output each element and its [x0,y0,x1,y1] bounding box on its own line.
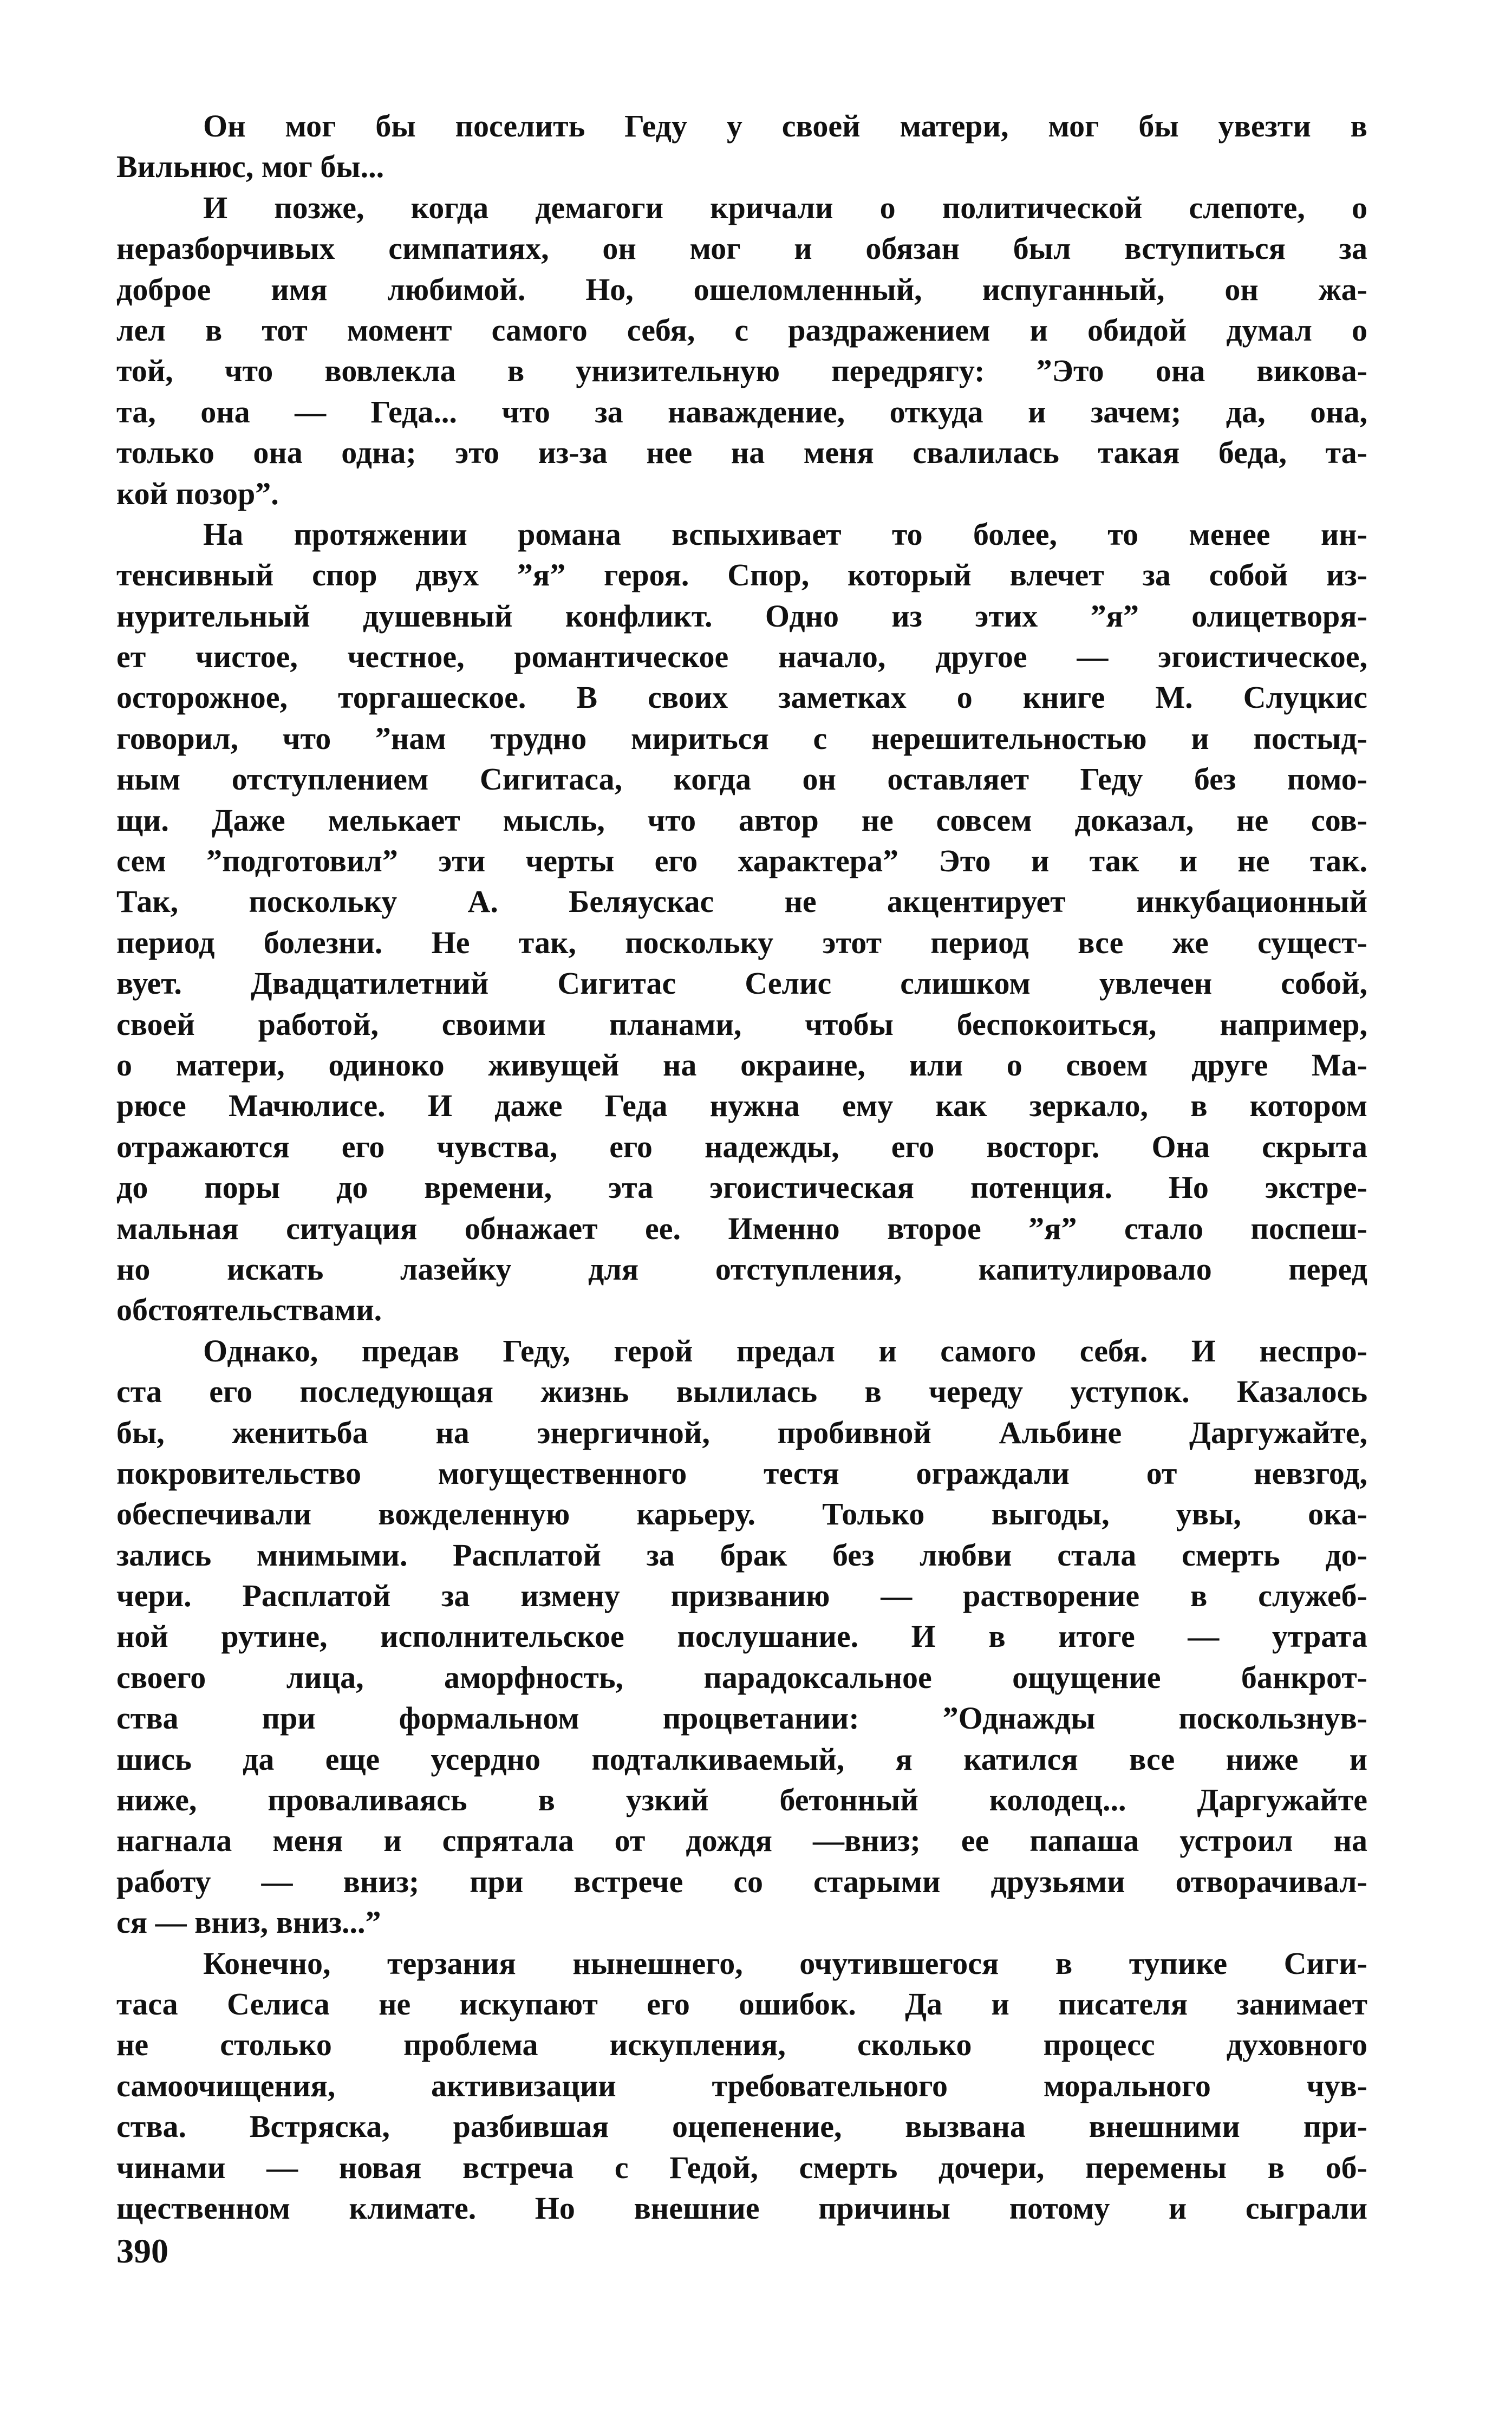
text-line: рюсе Мачюлисе. И даже Геда нужна ему как зеркало, в котором [116,1088,1367,1124]
text-line: ся — вниз, вниз...” [116,1905,381,1940]
text-line: шись да еще усердно подталкиваемый, я катился все ниже и [116,1741,1367,1777]
text-line: ниже, проваливаясь в узкий бетонный колодец... Даргужайте [116,1782,1367,1818]
text-line: На протяжении романа вспыхивает то более, то менее ин- [203,516,1367,552]
text-line: о матери, одиноко живущей на окраине, или о своем друге Ма- [116,1047,1367,1083]
text-line: отражаются его чувства, его надежды, его восторг. Она скрыта [116,1129,1367,1164]
text-line: Конечно, терзания нынешнего, очутившегося в тупике Сиги- [203,1945,1367,1981]
text-line: И позже, когда демагоги кричали о политической слепоте, о [203,190,1367,225]
text-line: зались мнимыми. Расплатой за брак без любви стала смерть до- [116,1537,1367,1573]
text-line: ным отступлением Сигитаса, когда он оставляет Геду без помо- [116,761,1367,797]
text-line: чинами — новая встреча с Гедой, смерть дочери, перемены в об- [116,2149,1367,2185]
text-line: та, она — Геда... что за наваждение, откуда и зачем; да, она, [116,394,1367,429]
text-line: нагнала меня и спрятала от дождя —вниз; ее папаша устроил на [116,1823,1367,1859]
text-line: говорил, что ”нам трудно мириться с нерешительностью и постыд- [116,720,1367,756]
text-line: тенсивный спор двух ”я” героя. Спор, который влечет за собой из- [116,557,1367,593]
text-line: сем ”подготовил” эти черты его характера” Это и так и не так. [116,843,1367,879]
text-line: только она одна; это из-за нее на меня свалилась такая беда, та- [116,435,1367,471]
text-line: щи. Даже мелькает мысль, что автор не совсем доказал, не сов- [116,802,1367,838]
text-line: работу — вниз; при встрече со старыми друзьями отворачивал- [116,1863,1367,1899]
text-line: доброе имя любимой. Но, ошеломленный, испуганный, он жа- [116,271,1367,307]
text-line: обеспечивали вожделенную карьеру. Только выгоды, увы, ока- [116,1496,1367,1532]
text-line: лел в тот момент самого себя, с раздражением и обидой думал о [116,312,1367,348]
text-line: Он мог бы поселить Геду у своей матери, мог бы увезти в [203,108,1367,144]
text-line: обстоятельствами. [116,1292,382,1328]
text-line: мальная ситуация обнажает ее. Именно второе ”я” стало поспеш- [116,1210,1367,1246]
text-line: чери. Расплатой за измену призванию — растворение в служеб- [116,1578,1367,1614]
text-line: щественном климате. Но внешние причины потому и сыграли [116,2190,1367,2226]
text-line: период болезни. Не так, поскольку этот период все же сущест- [116,924,1367,960]
text-line: ства. Встряска, разбившая оцепенение, вызвана внешними при- [116,2109,1367,2144]
text-line: своего лица, аморфность, парадоксальное ощущение банкрот- [116,1659,1367,1695]
text-line: осторожное, торгашеское. В своих заметках о книге М. Слуцкис [116,680,1367,715]
text-line: таса Селиса не искупают его ошибок. Да и писателя занимает [116,1986,1367,2022]
text-line: той, что вовлекла в унизительную передрягу: ”Это она викова- [116,353,1367,389]
text-line: Однако, предав Геду, герой предал и самого себя. И неспро- [203,1333,1367,1368]
text-line: но искать лазейку для отступления, капитулировало перед [116,1251,1367,1287]
text-line: ста его последующая жизнь вылилась в череду уступок. Казалось [116,1374,1367,1410]
text-line: неразборчивых симпатиях, он мог и обязан был вступиться за [116,231,1367,266]
text-line: своей работой, своими планами, чтобы беспокоиться, например, [116,1006,1367,1042]
text-line: Так, поскольку А. Беляускас не акцентирует инкубационный [116,884,1367,920]
text-line: нурительный душевный конфликт. Одно из этих ”я” олицетворя- [116,598,1367,634]
text-line: Вильнюс, мог бы... [116,149,384,185]
text-line: самоочищения, активизации требовательного морального чув- [116,2068,1367,2103]
text-line: бы, женитьба на энергичной, пробивной Альбине Даргужайте, [116,1414,1367,1450]
text-line: ства при формальном процветании: ”Однажды поскользнув- [116,1700,1367,1736]
text-line: не столько проблема искупления, сколько процесс духовного [116,2027,1367,2063]
text-line: вует. Двадцатилетний Сигитас Селис слишком увлечен собой, [116,966,1367,1001]
text-line: до поры до времени, эта эгоистическая потенция. Но экстре- [116,1170,1367,1205]
text-line: покровительство могущественного тестя ограждали от невзгод, [116,1455,1367,1491]
text-line: ной рутине, исполнительское послушание. И в итоге — утрата [116,1619,1367,1654]
body-text [116,106,1367,2228]
text-line: ет чистое, честное, романтическое начало, другое — эгоистическое, [116,639,1367,675]
page-number: 390 [116,2232,168,2270]
text-line: кой позор”. [116,475,279,511]
